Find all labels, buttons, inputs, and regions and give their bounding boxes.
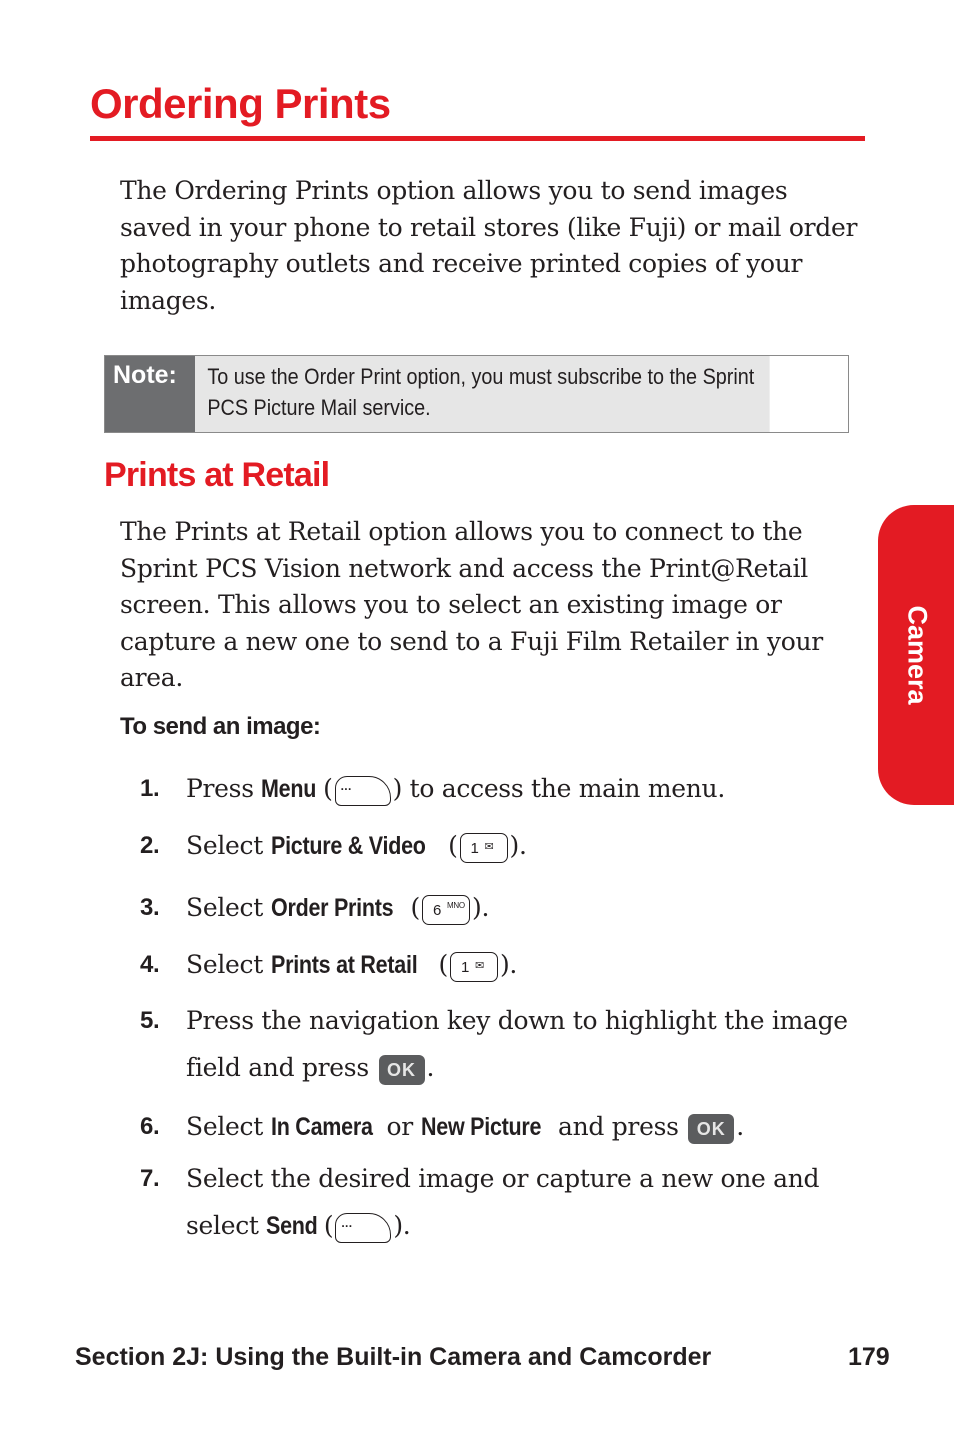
step-number: 5. xyxy=(140,1007,160,1034)
step-number: 4. xyxy=(140,951,160,978)
key-6-icon: 6 MNO xyxy=(422,895,470,925)
step-number: 2. xyxy=(140,832,160,859)
note-label: Note: xyxy=(105,356,195,432)
order-prints-label: Order Prints xyxy=(270,894,393,922)
page-title: Ordering Prints xyxy=(90,80,391,127)
menu-softkey-icon: ··· xyxy=(335,776,391,806)
step-number: 6. xyxy=(140,1113,160,1140)
in-camera-label: In Camera xyxy=(270,1113,373,1141)
page-number: 179 xyxy=(848,1343,890,1371)
prints-at-retail-label: Prints at Retail xyxy=(270,951,418,979)
send-softkey-icon: ··· xyxy=(335,1213,391,1243)
ok-key-icon: OK xyxy=(379,1055,425,1085)
send-key-label: Send xyxy=(266,1212,318,1240)
step-3: 3. Select Order Prints ( 6 MNO ). xyxy=(140,885,870,931)
section-side-tab xyxy=(878,505,954,805)
step-number: 3. xyxy=(140,894,160,921)
mail-icon: ✉ xyxy=(484,840,494,853)
new-picture-label: New Picture xyxy=(420,1113,541,1141)
subsection-title: Prints at Retail xyxy=(104,456,330,494)
step-5: 5. Press the navigation key down to highlight the image field and press OK . xyxy=(140,997,870,1091)
side-tab-label: Camera xyxy=(902,605,933,705)
subsection-paragraph: The Prints at Retail option allows you to connect to the Sprint PCS Vision network and access the Print@Retail screen. This allows you to select an existing image or capture a new one to send to a Fuji Film Retailer in your area. xyxy=(120,517,823,692)
key-1-icon: 1 ✉ xyxy=(450,952,498,982)
step-4: 4. Select Prints at Retail ( 1 ✉ ). xyxy=(140,942,870,988)
step-number: 7. xyxy=(140,1165,160,1192)
title-rule xyxy=(90,136,865,141)
intro-paragraph: The Ordering Prints option allows you to send images saved in your phone to retail stores (like Fuji) or mail order photography outlets and receive printed copies of your images. xyxy=(120,176,858,315)
picture-video-label: Picture & Video xyxy=(270,832,426,860)
step-number: 1. xyxy=(140,775,160,802)
step-2: 2. Select Picture & Video ( 1 ✉ ). xyxy=(140,823,870,869)
step-7: 7. Select the desired image or capture a new one and select Send ( ··· ). xyxy=(140,1155,870,1250)
ok-key-icon: OK xyxy=(688,1114,734,1144)
note-box xyxy=(104,355,849,433)
note-text: To use the Order Print option, you must subscribe to the Sprint PCS Picture Mail service. xyxy=(195,356,770,432)
mail-icon: ✉ xyxy=(474,959,484,972)
menu-key-label: Menu xyxy=(261,775,317,803)
footer-section-title: Section 2J: Using the Built-in Camera and Camcorder xyxy=(75,1343,712,1371)
key-1-icon: 1 ✉ xyxy=(460,833,508,863)
step-6: 6. Select In Camera or New Picture and press OK . xyxy=(140,1104,870,1150)
procedure-heading: To send an image: xyxy=(120,713,321,740)
step-1: 1. Press Menu ( ··· ) to access the main menu. xyxy=(140,766,870,812)
